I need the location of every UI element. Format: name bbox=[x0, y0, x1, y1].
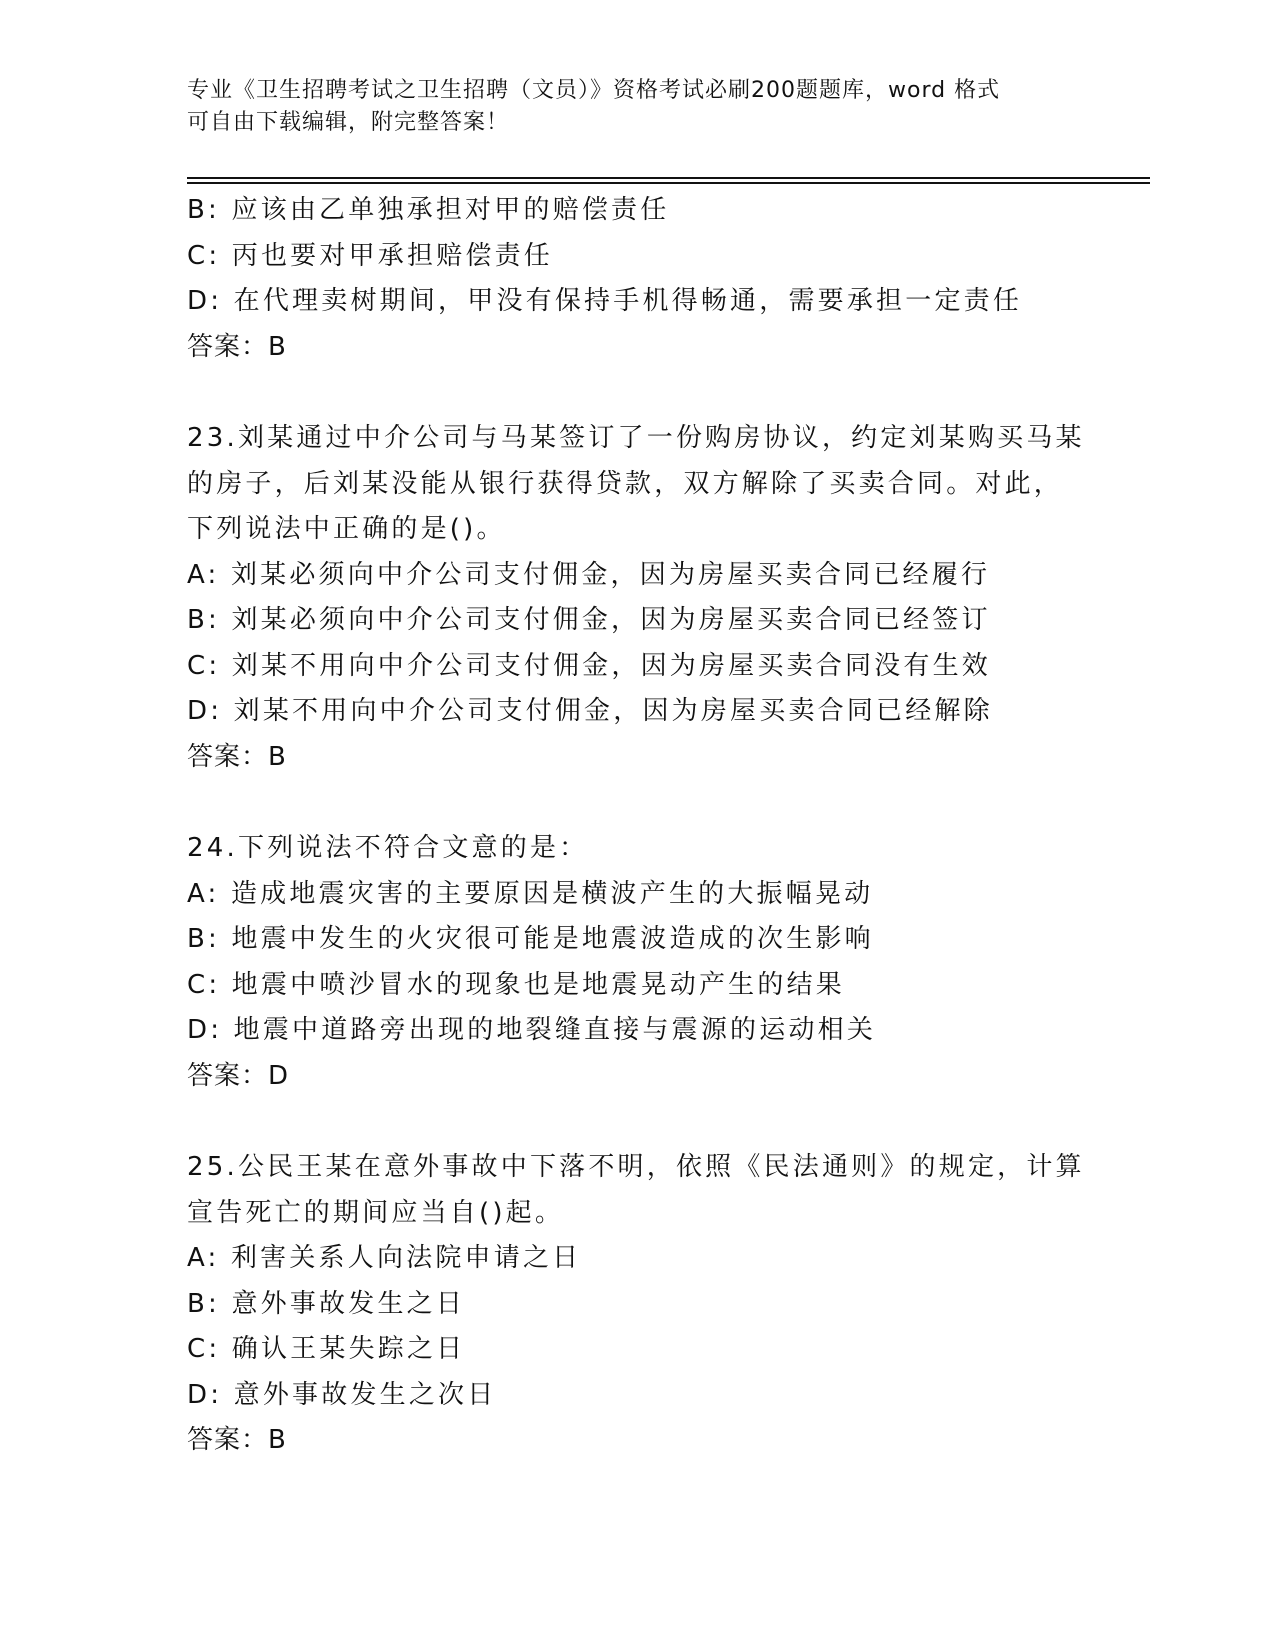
option-b: B: 地震中发生的火灾很可能是地震波造成的次生影响 bbox=[187, 924, 874, 954]
option-b: B: 应该由乙单独承担对甲的赔偿责任 bbox=[187, 195, 670, 225]
option-d: D: 在代理卖树期间，甲没有保持手机得畅通，需要承担一定责任 bbox=[187, 286, 1023, 316]
option-a: A: 利害关系人向法院申请之日 bbox=[187, 1243, 582, 1273]
option-c: C: 确认王某失踪之日 bbox=[187, 1334, 466, 1364]
header-divider-top bbox=[187, 177, 1150, 179]
option-d: D: 地震中道路旁出现的地裂缝直接与震源的运动相关 bbox=[187, 1015, 877, 1045]
option-c: C: 地震中喷沙冒水的现象也是地震晃动产生的结果 bbox=[187, 969, 845, 1000]
question-stem-line: 25.公民王某在意外事故中下落不明，依照《民法通则》的规定，计算 bbox=[187, 1152, 1085, 1182]
option-b: B: 刘某必须向中介公司支付佣金，因为房屋买卖合同已经签订 bbox=[187, 605, 991, 635]
option-b: B: 意外事故发生之日 bbox=[187, 1288, 466, 1319]
option-a: A: 刘某必须向中介公司支付佣金，因为房屋买卖合同已经履行 bbox=[187, 559, 991, 590]
option-c: C: 刘某不用向中介公司支付佣金，因为房屋买卖合同没有生效 bbox=[187, 650, 991, 681]
option-d: D: 刘某不用向中介公司支付佣金，因为房屋买卖合同已经解除 bbox=[187, 696, 993, 726]
document-body bbox=[187, 188, 1087, 1464]
header-divider-bottom bbox=[187, 182, 1150, 184]
question-23 bbox=[187, 416, 1087, 780]
question-stem-line: 宣告死亡的期间应当自()起。 bbox=[187, 1197, 565, 1228]
answer-line: 答案：D bbox=[187, 1060, 290, 1091]
document-header bbox=[187, 75, 1067, 139]
answer-line: 答案：B bbox=[187, 741, 287, 772]
option-d: D: 意外事故发生之次日 bbox=[187, 1379, 497, 1410]
answer-line: 答案：B bbox=[187, 331, 287, 362]
question-22-continuation bbox=[187, 188, 1087, 370]
answer-line: 答案：B bbox=[187, 1425, 287, 1455]
question-24 bbox=[187, 826, 1087, 1099]
question-stem-line: 下列说法中正确的是()。 bbox=[187, 514, 506, 544]
option-c: C: 丙也要对甲承担赔偿责任 bbox=[187, 240, 553, 271]
question-stem-line: 的房子，后刘某没能从银行获得贷款，双方解除了买卖合同。对此， bbox=[187, 468, 1064, 499]
question-25 bbox=[187, 1145, 1087, 1464]
header-title-line-1: 专业《卫生招聘考试之卫生招聘（文员）》资格考试必刷200题题库，word 格式 bbox=[187, 78, 1001, 103]
header-title-line-2: 可自由下载编辑，附完整答案！ bbox=[187, 110, 510, 135]
question-stem-line: 24.下列说法不符合文意的是： bbox=[187, 833, 589, 863]
option-a: A: 造成地震灾害的主要原因是横波产生的大振幅晃动 bbox=[187, 878, 874, 909]
question-stem-line: 23.刘某通过中介公司与马某签订了一份购房协议，约定刘某购买马某 bbox=[187, 423, 1085, 453]
